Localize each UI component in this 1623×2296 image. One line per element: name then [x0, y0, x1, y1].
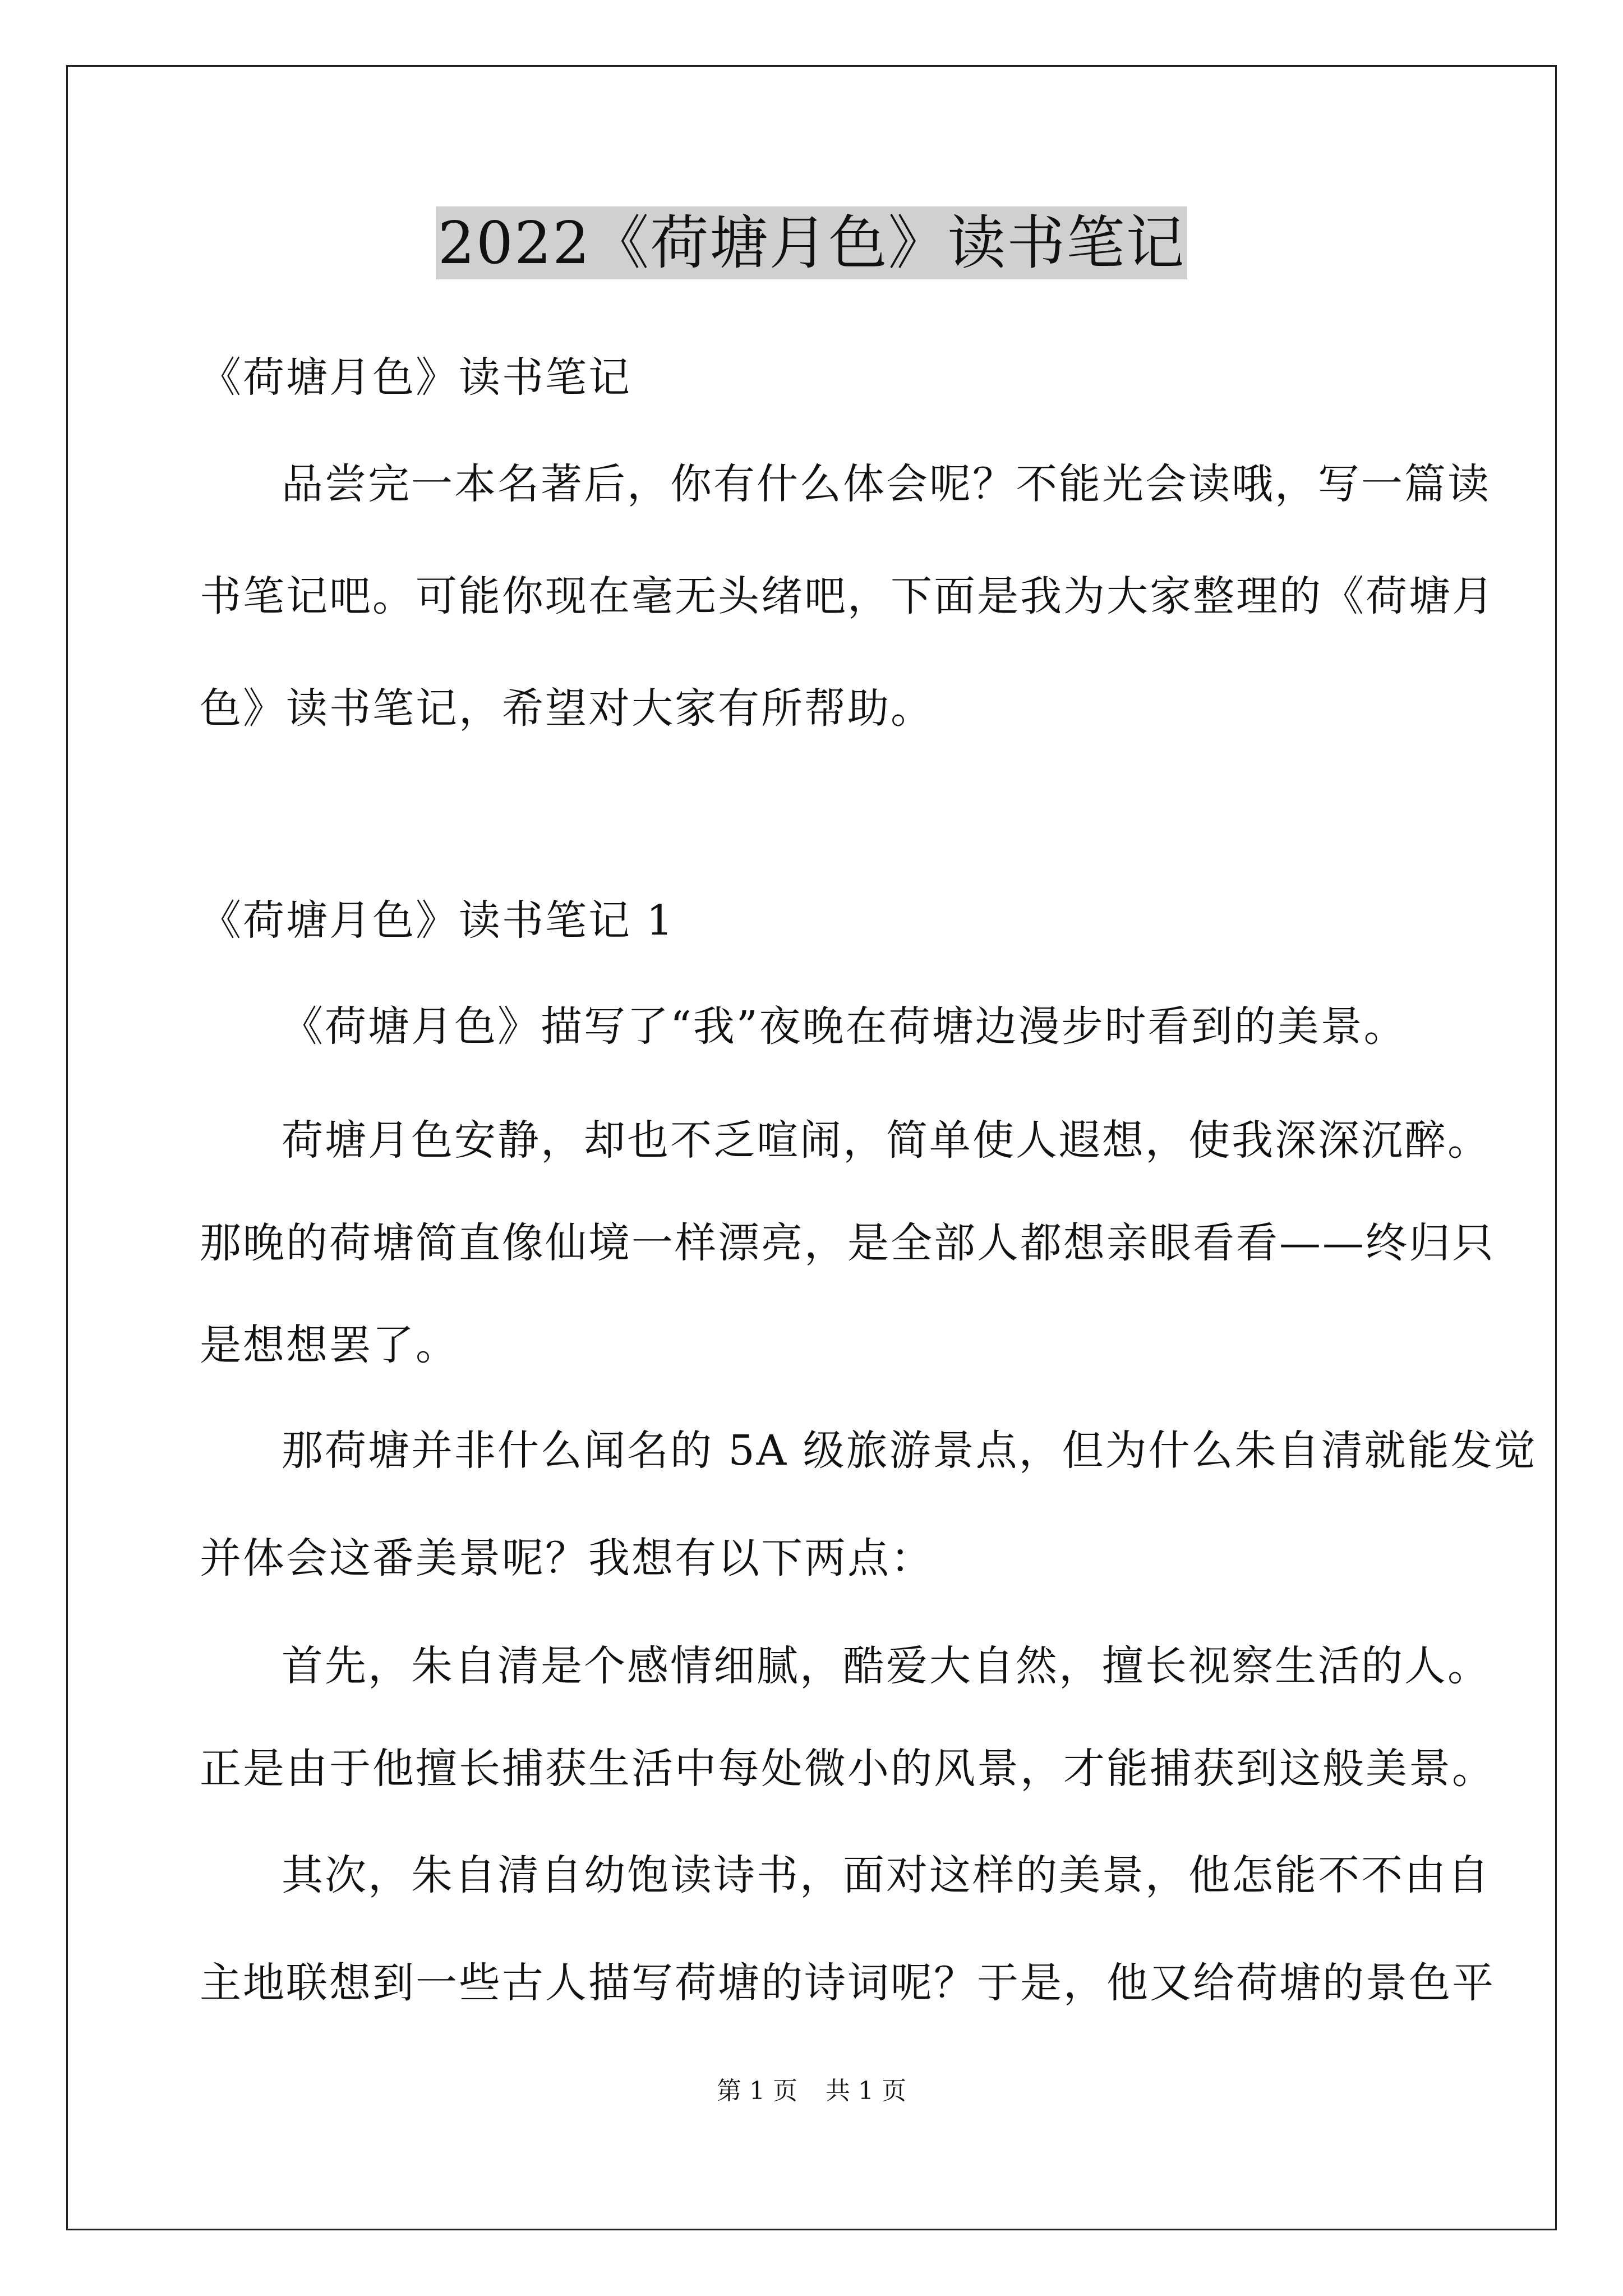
section-heading: 《荷塘月色》读书笔记 1: [200, 896, 675, 945]
subtitle: 《荷塘月色》读书笔记: [200, 353, 631, 402]
body-line: 那荷塘并非什么闻名的 5A 级旅游景点，但为什么朱自清就能发觉: [282, 1427, 1537, 1475]
body-line: 并体会这番美景呢？我想有以下两点：: [200, 1534, 934, 1582]
intro-line: 色》读书笔记，希望对大家有所帮助。: [200, 684, 934, 733]
document-title: 2022《荷塘月色》读书笔记: [436, 206, 1188, 279]
body-line: 首先，朱自清是个感情细腻，酷爱大自然，擅长视察生活的人。: [282, 1642, 1491, 1690]
body-line: 《荷塘月色》描写了“我”夜晚在荷塘边漫步时看到的美景。: [282, 1002, 1407, 1051]
body-line: 主地联想到一些古人描写荷塘的诗词呢？于是，他又给荷塘的景色平: [200, 1959, 1495, 2007]
body-line: 其次，朱自清自幼饱读诗书，面对这样的美景，他怎能不不由自: [282, 1851, 1491, 1899]
page-number: 第 1 页: [717, 2077, 797, 2105]
intro-line: 书笔记吧。可能你现在毫无头绪吧，下面是我为大家整理的《荷塘月: [200, 572, 1495, 620]
intro-line: 品尝完一本名著后，你有什么体会呢？不能光会读哦，写一篇读: [282, 460, 1491, 508]
title-container: [0, 206, 1623, 279]
body-line: 正是由于他擅长捕获生活中每处微小的风景，才能捕获到这般美景。: [200, 1745, 1495, 1793]
body-line: 那晚的荷塘简直像仙境一样漂亮，是全部人都想亲眼看看——终归只: [200, 1219, 1495, 1267]
body-line: 是想想罢了。: [200, 1321, 459, 1369]
page-total: 共 1 页: [826, 2077, 906, 2105]
body-line: 荷塘月色安静，却也不乏喧闹，简单使人遐想，使我深深沉醉。: [282, 1116, 1491, 1165]
page-footer: [0, 2076, 1623, 2107]
